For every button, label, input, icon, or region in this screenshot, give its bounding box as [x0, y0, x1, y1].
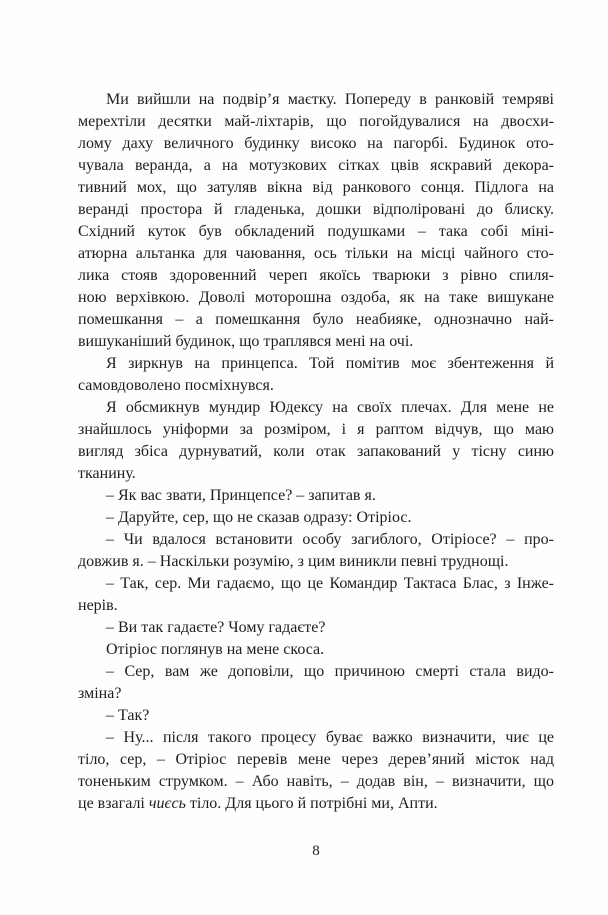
text-line: тіло, сер, – Отіріос перевів мене через дерев’яний місток над — [78, 751, 554, 768]
text-line: помешкання – а помешкання було неабияке, однозначно най- — [78, 311, 554, 328]
page-number: 8 — [312, 843, 320, 859]
text-line: – Так, сер. Ми гадаємо, що це Командир Тактаса Блас, з Інже- — [106, 575, 554, 592]
paragraph — [78, 353, 554, 397]
text-line: – Як вас звати, Принцепсе? – запитав я. — [106, 487, 376, 504]
text-line: Ми вийшли на подвір’я маєтку. Попереду в ранковій темряві — [106, 91, 554, 108]
text-line: знайшлось уніформи за розміром, і я раптом відчув, що маю — [78, 421, 554, 438]
paragraph — [78, 573, 554, 617]
text-line: Я обсмикнув мундир Юдексу на своїх плечах. Для мене не — [106, 399, 554, 416]
text-line: лика стояв здоровенний череп якоїсь тварюки з рівно спиля- — [78, 267, 554, 284]
text-block — [78, 89, 554, 815]
text-line: тоненьким струмком. – Або навіть, – додав він, – визначити, що — [78, 773, 554, 790]
text-line: Я зиркнув на принцепса. Той помітив моє збентеження й — [106, 355, 554, 372]
text-line: – Чи вдалося встановити особу загиблого, Отіріосе? – про- — [106, 531, 554, 548]
text-line: атюрна альтанка для чаювання, ось тільки на місці чайного сто- — [78, 245, 554, 262]
paragraph — [78, 617, 554, 639]
text-line: вигляд збіса дурнуватий, коли отак запакований у тісну синю — [78, 443, 554, 460]
text-line: самовдоволено посміхнувся. — [78, 377, 274, 394]
text-line: Отіріос поглянув на мене скоса. — [106, 641, 325, 658]
text-line: Східний куток був обкладений подушками – така собі міні- — [78, 223, 554, 240]
paragraph — [78, 485, 554, 507]
text-line: тивний мох, що затуляв вікна від ранкового сонця. Підлога на — [78, 179, 554, 196]
text-line: – Ви так гадаєте? Чому гадаєте? — [106, 619, 326, 636]
paragraph — [78, 507, 554, 529]
text-line: вишуканіший будинок, що траплявся мені на очі. — [78, 333, 414, 350]
text-line: – Ну... після такого процесу буває важко визначити, чиє це — [106, 729, 554, 746]
paragraph — [78, 727, 554, 815]
text-line: довжив я. – Наскільки розумію, з цим виникли певні труднощі. — [78, 553, 509, 570]
text-line: чувала веранда, а на мотузкових сітках цвів яскравий декора- — [78, 157, 554, 174]
paragraph — [78, 661, 554, 705]
text-line: лому даху величного будинку високо на пагорбі. Будинок ото- — [78, 135, 554, 152]
text-line: зміна? — [78, 685, 122, 702]
text-line: ною верхівкою. Доволі моторошна оздоба, як на таке вишукане — [78, 289, 554, 306]
text-line: веранді простора й гладенька, дошки відполіровані до блиску. — [78, 201, 554, 218]
text-line: – Сер, вам же доповіли, що причиною смерті стала видо- — [106, 663, 554, 680]
paragraph — [78, 705, 554, 727]
text-line: тканину. — [78, 465, 136, 482]
paragraph — [78, 89, 554, 353]
text-line: – Так? — [106, 707, 150, 724]
text-line: це взагалі чиєсь тіло. Для цього й потрібні ми, Апти. — [78, 795, 438, 812]
text-line: мерехтіли десятки май-ліхтарів, що погойдувалися на двосхи- — [78, 113, 554, 130]
text-line: – Даруйте, сер, що не сказав одразу: Отіріос. — [106, 509, 412, 526]
paragraph — [78, 529, 554, 573]
paragraph — [78, 397, 554, 485]
text-line: нерів. — [78, 597, 118, 614]
paragraph — [78, 639, 554, 661]
